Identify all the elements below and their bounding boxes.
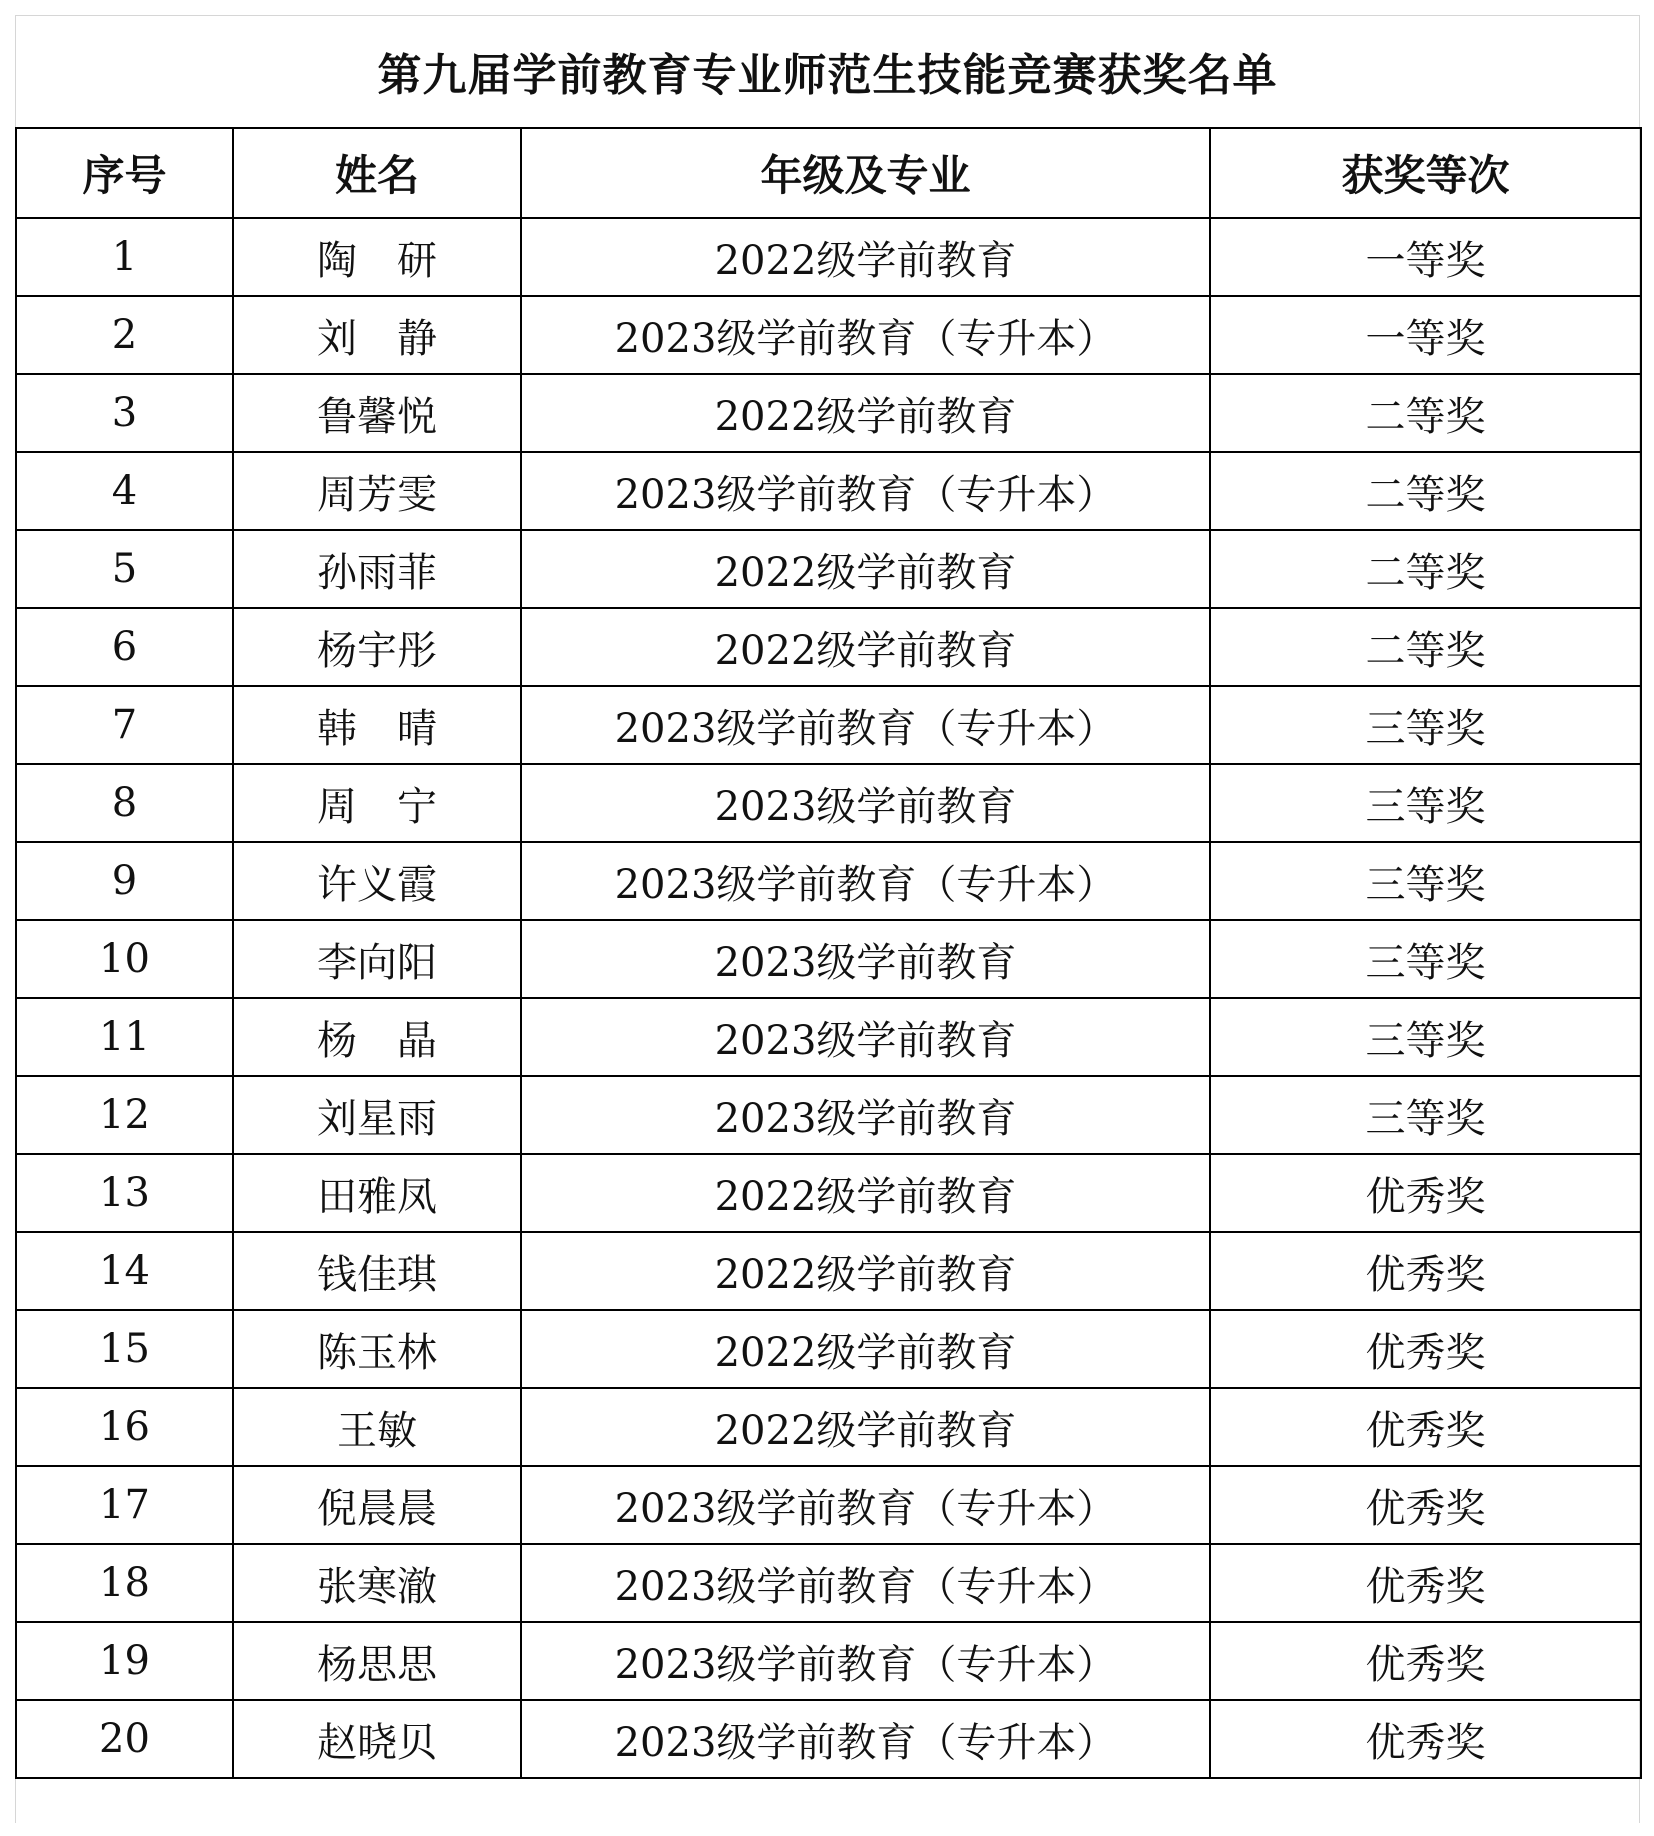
name-cell [233,1388,521,1466]
column-header-prize: 获奖等次 [1210,128,1641,218]
major-cell: 2023级学前教育 [521,764,1210,842]
name-text: 王敏 [337,1407,417,1454]
prize-cell: 三等奖 [1210,920,1641,998]
name-text: 杨宇彤 [317,627,437,674]
table-row [16,1700,1641,1778]
name-text: 周芳雯 [317,471,437,518]
name-text: 周 宁 [317,783,437,830]
name-cell [233,1622,521,1700]
name-cell [233,1154,521,1232]
major-cell: 2022级学前教育 [521,218,1210,296]
table-row [16,530,1641,608]
prize-cell: 二等奖 [1210,530,1641,608]
name-cell [233,218,521,296]
seq-cell: 2 [16,296,233,374]
prize-cell: 优秀奖 [1210,1622,1641,1700]
name-text: 鲁馨悦 [317,393,437,440]
name-cell [233,686,521,764]
table-header-row [16,128,1641,218]
name-text: 赵晓贝 [317,1719,437,1766]
major-cell: 2023级学前教育（专升本） [521,452,1210,530]
name-cell [233,296,521,374]
major-cell: 2023级学前教育（专升本） [521,1466,1210,1544]
name-cell [233,530,521,608]
table-row [16,764,1641,842]
major-cell: 2023级学前教育 [521,920,1210,998]
major-cell: 2022级学前教育 [521,374,1210,452]
prize-cell: 优秀奖 [1210,1700,1641,1778]
seq-cell: 12 [16,1076,233,1154]
name-text: 陈玉林 [317,1329,437,1376]
major-cell: 2023级学前教育（专升本） [521,296,1210,374]
seq-cell: 3 [16,374,233,452]
table-row [16,218,1641,296]
name-cell [233,920,521,998]
seq-cell: 9 [16,842,233,920]
name-text: 孙雨菲 [317,549,437,596]
name-text: 刘 静 [317,315,437,362]
prize-cell: 优秀奖 [1210,1466,1641,1544]
major-cell: 2022级学前教育 [521,530,1210,608]
prize-cell: 二等奖 [1210,374,1641,452]
seq-cell: 14 [16,1232,233,1310]
major-cell: 2022级学前教育 [521,1310,1210,1388]
major-cell: 2022级学前教育 [521,1154,1210,1232]
name-text: 杨思思 [317,1641,437,1688]
major-cell: 2023级学前教育（专升本） [521,1544,1210,1622]
name-text: 李向阳 [317,939,437,986]
prize-cell: 一等奖 [1210,218,1641,296]
name-text: 韩 晴 [317,705,437,752]
name-cell [233,842,521,920]
prize-cell: 三等奖 [1210,998,1641,1076]
name-text: 杨 晶 [317,1017,437,1064]
prize-cell: 优秀奖 [1210,1154,1641,1232]
column-header-name: 姓名 [233,128,521,218]
name-cell [233,608,521,686]
table-row [16,1154,1641,1232]
major-cell: 2022级学前教育 [521,1232,1210,1310]
name-text: 陶 研 [317,237,437,284]
prize-cell: 二等奖 [1210,452,1641,530]
seq-cell: 17 [16,1466,233,1544]
table-row [16,686,1641,764]
name-text: 倪晨晨 [317,1485,437,1532]
name-text: 刘星雨 [317,1095,437,1142]
column-header-seq: 序号 [16,128,233,218]
name-cell [233,374,521,452]
prize-cell: 三等奖 [1210,842,1641,920]
name-cell [233,452,521,530]
seq-cell: 7 [16,686,233,764]
table-row [16,374,1641,452]
seq-cell: 8 [16,764,233,842]
table-row [16,842,1641,920]
seq-cell: 11 [16,998,233,1076]
table-row [16,1232,1641,1310]
table-row [16,1310,1641,1388]
major-cell: 2023级学前教育（专升本） [521,686,1210,764]
table-row [16,452,1641,530]
major-cell: 2023级学前教育（专升本） [521,1622,1210,1700]
name-cell [233,1544,521,1622]
table-row [16,1466,1641,1544]
name-text: 许义霞 [317,861,437,908]
name-cell [233,1076,521,1154]
seq-cell: 6 [16,608,233,686]
seq-cell: 19 [16,1622,233,1700]
prize-cell: 优秀奖 [1210,1544,1641,1622]
prize-cell: 三等奖 [1210,1076,1641,1154]
seq-cell: 13 [16,1154,233,1232]
name-text: 钱佳琪 [317,1251,437,1298]
table-row [16,1622,1641,1700]
prize-cell: 优秀奖 [1210,1388,1641,1466]
prize-cell: 一等奖 [1210,296,1641,374]
prize-cell: 优秀奖 [1210,1310,1641,1388]
seq-cell: 20 [16,1700,233,1778]
seq-cell: 18 [16,1544,233,1622]
table-row [16,1076,1641,1154]
table-row [16,920,1641,998]
award-table [15,127,1642,1779]
seq-cell: 15 [16,1310,233,1388]
table-row [16,608,1641,686]
table-row [16,1388,1641,1466]
major-cell: 2023级学前教育（专升本） [521,842,1210,920]
name-cell [233,1466,521,1544]
major-cell: 2023级学前教育 [521,998,1210,1076]
seq-cell: 5 [16,530,233,608]
name-cell [233,998,521,1076]
seq-cell: 16 [16,1388,233,1466]
major-cell: 2022级学前教育 [521,1388,1210,1466]
major-cell: 2022级学前教育 [521,608,1210,686]
name-cell [233,1310,521,1388]
name-text: 田雅凤 [317,1173,437,1220]
seq-cell: 4 [16,452,233,530]
name-cell [233,764,521,842]
document-title: 第九届学前教育专业师范生技能竞赛获奖名单 [377,50,1278,101]
table-row [16,296,1641,374]
name-text: 张寒澈 [317,1563,437,1610]
major-cell: 2023级学前教育（专升本） [521,1700,1210,1778]
seq-cell: 10 [16,920,233,998]
seq-cell: 1 [16,218,233,296]
table-row [16,998,1641,1076]
name-cell [233,1232,521,1310]
prize-cell: 三等奖 [1210,764,1641,842]
table-row [16,1544,1641,1622]
prize-cell: 二等奖 [1210,608,1641,686]
name-cell [233,1700,521,1778]
prize-cell: 优秀奖 [1210,1232,1641,1310]
major-cell: 2023级学前教育 [521,1076,1210,1154]
column-header-major: 年级及专业 [521,128,1210,218]
prize-cell: 三等奖 [1210,686,1641,764]
